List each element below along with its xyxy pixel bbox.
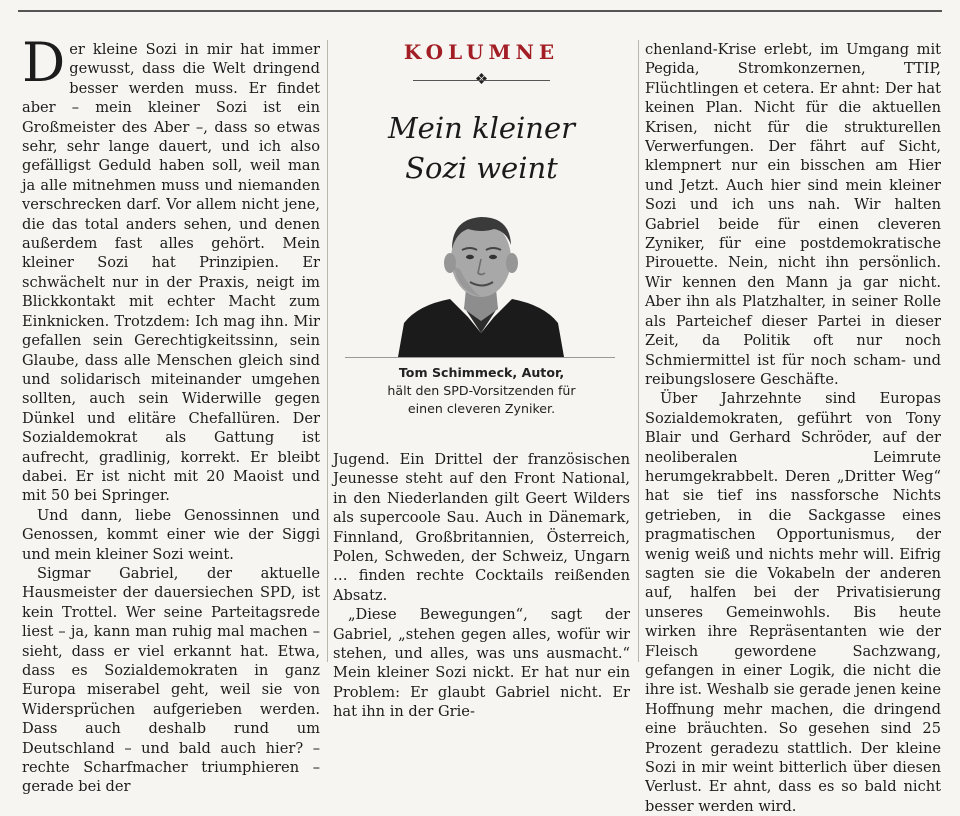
headline-line: Mein kleiner — [387, 111, 575, 145]
author-photo — [398, 205, 564, 357]
column-separator — [327, 40, 328, 662]
caption-author-name: Tom Schimmeck, Autor, — [398, 365, 565, 380]
paragraph: Jugend. Ein Drittel der französischen Jeunesse steht auf den Front National, in den Niederlanden gilt Geert Wilders als supercoole Sau. Auch in Dänemark, Finnland, Großbritannien, Österreich, Polen, Schweden, der Schweiz, Ungarn … finden rechte Cocktails reißenden Absatz. — [333, 451, 630, 604]
paragraph — [22, 31, 320, 506]
caption-text: hält den SPD-Vorsitzenden für — [387, 383, 576, 398]
headline-line: Sozi weint — [405, 151, 558, 185]
column-separator — [638, 40, 639, 662]
drop-cap: D — [22, 31, 66, 94]
article-column-2 — [333, 450, 630, 722]
headline — [333, 108, 630, 188]
article-column-3 — [645, 40, 941, 816]
photo-caption — [333, 364, 630, 418]
article-column-1 — [22, 31, 320, 797]
ornament-icon: ❖ — [333, 70, 630, 88]
paragraph: Und dann, liebe Genossinnen und Genossen, kommt einer wie der Siggi und mein kleiner Sozi weint. — [22, 506, 320, 563]
paragraph: chenland-Krise erlebt, im Umgang mit Pegida, Stromkonzernen, TTIP, Flüchtlingen et cetera. Er ahnt: Der hat keinen Plan. Nicht für die aktuellen Krisen, nicht für die strukturellen Verwerfungen. Der fährt auf Sicht, klempnert nur ein bisschen am Hier und Jetzt. Auch hier sind mein kleiner Sozi und ich uns nah. Wir halten Gabriel beide für einen cleveren Zyniker, für eine postdemokratische Pirouette. Nein, nicht ihn persönlich. Wir kennen den Mann ja gar nicht. Aber ihn als Platzhalter, in seiner Rolle als Parteichef dieser Partei in dieser Zeit, da Politik oft nur noch Schmiermittel ist für noch scham- und reibungslosere Geschäfte. — [645, 41, 941, 388]
caption-text: einen cleveren Zyniker. — [407, 401, 556, 416]
top-rule — [18, 10, 942, 12]
paragraph: Über Jahrzehnte sind Europas Sozialdemokraten, geführt von Tony Blair und Gerhard Schröder, auf der neoliberalen Leimrute herumgekrabbelt. Deren „Dritter Weg“ hat sie tief ins nassforsche Nichts getrieben, in die Sackgasse eines pragmatischen Opportunismus, der wenig weiß und nichts mehr will. Eifrig sagten sie die Vokabeln der anderen auf, halfen bei der Privatisierung unseres Gemeinwohls. Bis heute wirken ihre Repräsentanten wie der Fleisch gewordene Sachzwang, gefangen in einer Logik, die nicht die ihre ist. Weshalb sie gerade jenen keine Hoffnung mehr machen, die dringend eine bräuchten. So gesehen sind 25 Prozent geradezu stattlich. Der kleine Sozi in mir weint bitterlich über diesen Verlust. Er ahnt, dass es so bald nicht besser werden wird. — [645, 390, 941, 815]
paragraph-text: er kleine Sozi in mir hat immer gewusst, dass die Welt dringend besser werden muss. Er findet aber – mein kleiner Sozi ist ein Großmeister des Aber –, dass so etwas sehr, sehr lange dauert, und ich also gefälligst Geduld haben soll, weil man ja alle mitnehmen muss und niemanden verschrecken darf. Vor allem nicht jene, die das total anders sehen, und denen außerdem fast alles gehört. Mein kleiner Sozi hat Prinzipien. Er schwächelt nur in der Praxis, neigt im Blickkontakt mit echter Macht zum Einknicken. Trotzdem: Ich mag ihn. Mir gefallen sein Gerechtigkeitssinn, sein Glaube, dass alle Menschen gleich sind und solidarisch miteinander umgehen sollten, auch sein Widerwille gegen Dünkel und elitäre Chefallüren. Der Sozialdemokrat als Gattung ist aufrecht, gradlinig, korrekt. Er bleibt dabei. Er ist nicht mit 20 Maoist und mit 50 bei Springer. — [22, 41, 320, 505]
paragraph: „Diese Bewegungen“, sagt der Gabriel, „stehen gegen alles, wofür wir stehen, und alles, was uns ausmacht.“ Mein kleiner Sozi nickt. Er hat nur ein Problem: Er glaubt Gabriel nicht. Er hat ihn in der Grie- — [333, 606, 630, 721]
photo-divider — [345, 357, 615, 358]
author-portrait-illustration — [398, 205, 564, 357]
paragraph: Sigmar Gabriel, der aktuelle Hausmeister der dauersiechen SPD, ist kein Trottel. Wer seine Parteitagsrede liest – ja, kann man ruhig mal machen – sieht, dass er viel erkannt hat. Etwa, dass es Sozialdemokraten in ganz Europa miserabel geht, weil sie von Widersprüchen aufgerieben werden. Dass auch deshalb rund um Deutschland – und bald auch hier? – rechte Scharfmacher triumphieren – gerade bei der — [22, 564, 320, 796]
section-kicker: KOLUMNE — [403, 40, 560, 64]
